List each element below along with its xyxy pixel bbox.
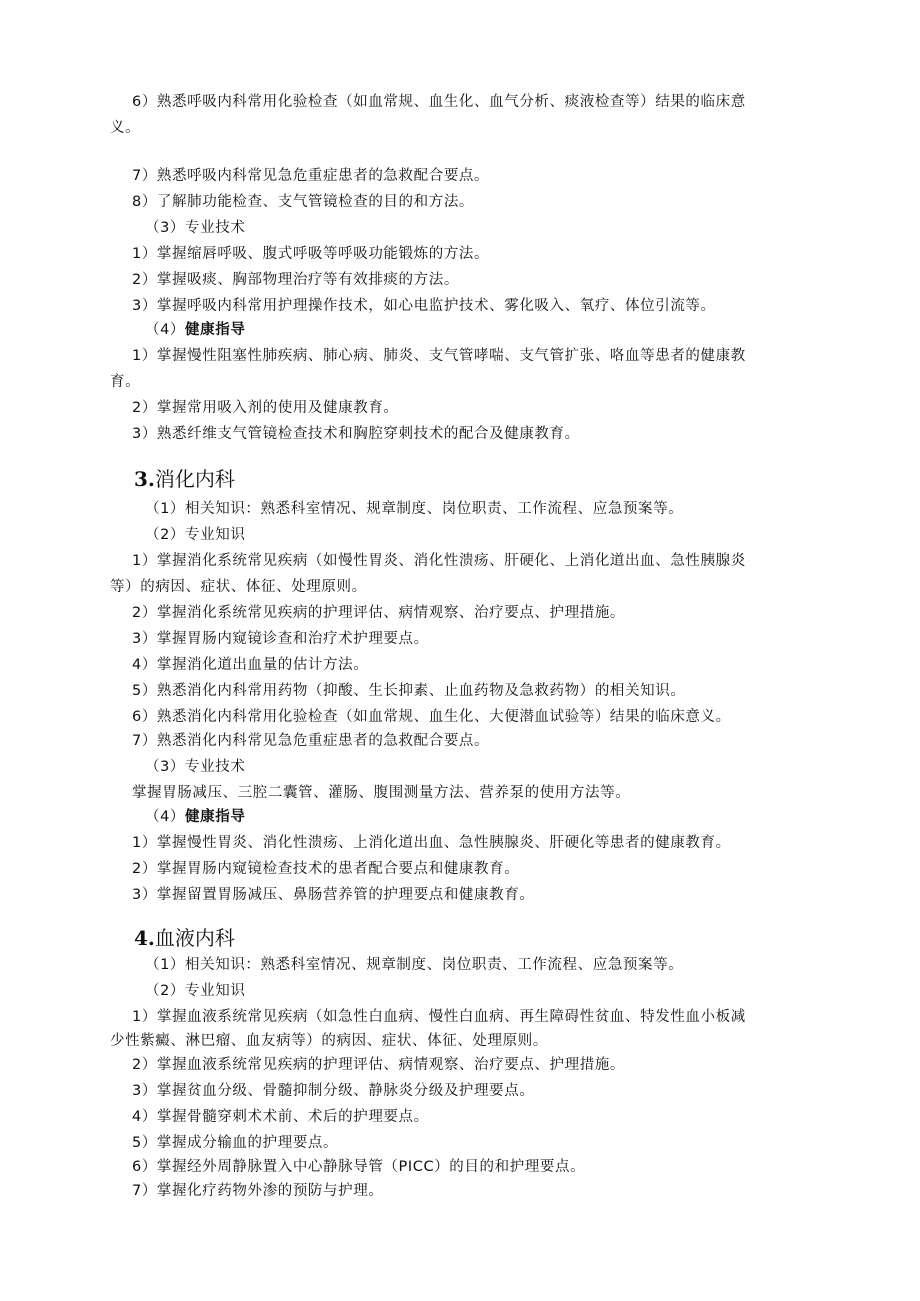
resp-health-heading bbox=[145, 320, 245, 340]
digestive-knowledge-heading: （2）专业知识 bbox=[145, 527, 246, 543]
resp-health-heading-num: （4） bbox=[145, 322, 186, 338]
resp-knowledge-item-6-cont: 义。 bbox=[110, 120, 141, 136]
digestive-skills-text: 掌握胃肠减压、三腔二囊管、灌肠、腹围测量方法、营养泵的使用方法等。 bbox=[132, 785, 631, 801]
digestive-knowledge-item-7: 7）熟悉消化内科常见急危重症患者的急救配合要点。 bbox=[132, 733, 490, 749]
resp-skills-item-3: 3）掌握呼吸内科常用护理操作技术，如心电监护技术、雾化吸入、氧疗、体位引流等。 bbox=[132, 298, 716, 314]
digestive-title-num: 3. bbox=[134, 467, 155, 491]
digestive-title-text: 消化内科 bbox=[154, 467, 235, 491]
resp-skills-item-2: 2）掌握吸痰、胸部物理治疗等有效排痰的方法。 bbox=[132, 272, 459, 288]
hematology-knowledge-item-2: 2）掌握血液系统常见疾病的护理评估、病情观察、治疗要点、护理措施。 bbox=[132, 1057, 626, 1073]
digestive-knowledge-item-5: 5）熟悉消化内科常用药物（抑酸、生长抑素、止血药物及急救药物）的相关知识。 bbox=[132, 683, 686, 699]
hematology-knowledge-item-6: 6）掌握经外周静脉置入中心静脉导管（PICC）的目的和护理要点。 bbox=[132, 1159, 586, 1175]
hematology-title-num: 4. bbox=[134, 926, 155, 950]
hematology-knowledge-item-5: 5）掌握成分输血的护理要点。 bbox=[132, 1135, 339, 1151]
resp-health-item-1: 1）掌握慢性阻塞性肺疾病、肺心病、肺炎、支气管哮喘、支气管扩张、咯血等患者的健康教 bbox=[132, 348, 746, 364]
digestive-health-heading-text: 健康指导 bbox=[185, 809, 246, 825]
resp-skills-heading: （3）专业技术 bbox=[145, 220, 246, 236]
resp-knowledge-item-7: 7）熟悉呼吸内科常见急危重症患者的急救配合要点。 bbox=[132, 168, 490, 184]
digestive-health-item-1: 1）掌握慢性胃炎、消化性溃疡、上消化道出血、急性胰腺炎、肝硬化等患者的健康教育。 bbox=[132, 835, 731, 851]
digestive-health-item-3: 3）掌握留置胃肠减压、鼻肠营养管的护理要点和健康教育。 bbox=[132, 887, 535, 903]
hematology-knowledge-item-1-cont: 少性紫癜、淋巴瘤、血友病等）的病因、症状、体征、处理原则。 bbox=[110, 1033, 548, 1049]
digestive-skills-heading: （3）专业技术 bbox=[145, 759, 246, 775]
resp-knowledge-item-6: 6）熟悉呼吸内科常用化验检查（如血常规、血生化、血气分析、痰液检查等）结果的临床意 bbox=[132, 94, 746, 110]
digestive-knowledge-item-6: 6）熟悉消化内科常用化验检查（如血常规、血生化、大便潜血试验等）结果的临床意义。 bbox=[132, 709, 731, 725]
digestive-related: （1）相关知识：熟悉科室情况、规章制度、岗位职责、工作流程、应急预案等。 bbox=[145, 501, 684, 517]
digestive-knowledge-item-4: 4）掌握消化道出血量的估计方法。 bbox=[132, 657, 369, 673]
hematology-knowledge-item-3: 3）掌握贫血分级、骨髓抑制分级、静脉炎分级及护理要点。 bbox=[132, 1083, 535, 1099]
hematology-title-text: 血液内科 bbox=[154, 926, 235, 950]
digestive-knowledge-item-1: 1）掌握消化系统常见疾病（如慢性胃炎、消化性溃疡、肝硬化、上消化道出血、急性胰腺炎 bbox=[132, 553, 746, 569]
hematology-knowledge-heading: （2）专业知识 bbox=[145, 983, 246, 999]
digestive-knowledge-item-3: 3）掌握胃肠内窥镜诊查和治疗术护理要点。 bbox=[132, 631, 429, 647]
resp-health-heading-text: 健康指导 bbox=[185, 322, 246, 338]
hematology-related: （1）相关知识：熟悉科室情况、规章制度、岗位职责、工作流程、应急预案等。 bbox=[145, 957, 684, 973]
hematology-section-title bbox=[134, 925, 235, 951]
resp-health-item-3: 3）熟悉纤维支气管镜检查技术和胸腔穿刺技术的配合及健康教育。 bbox=[132, 426, 580, 442]
hematology-knowledge-item-4: 4）掌握骨髓穿刺术术前、术后的护理要点。 bbox=[132, 1109, 429, 1125]
hematology-knowledge-item-7: 7）掌握化疗药物外渗的预防与护理。 bbox=[132, 1183, 384, 1199]
resp-knowledge-item-8: 8）了解肺功能检查、支气管镜检查的目的和方法。 bbox=[132, 194, 475, 210]
resp-skills-item-1: 1）掌握缩唇呼吸、腹式呼吸等呼吸功能锻炼的方法。 bbox=[132, 246, 490, 262]
digestive-knowledge-item-1-cont: 等）的病因、症状、体征、处理原则。 bbox=[110, 579, 367, 595]
digestive-health-item-2: 2）掌握胃肠内窥镜检查技术的患者配合要点和健康教育。 bbox=[132, 861, 520, 877]
digestive-health-heading bbox=[145, 807, 245, 827]
digestive-section-title bbox=[134, 466, 235, 492]
hematology-knowledge-item-1: 1）掌握血液系统常见疾病（如急性白血病、慢性白血病、再生障碍性贫血、特发性血小板减 bbox=[132, 1009, 746, 1025]
digestive-knowledge-item-2: 2）掌握消化系统常见疾病的护理评估、病情观察、治疗要点、护理措施。 bbox=[132, 605, 626, 621]
digestive-health-heading-num: （4） bbox=[145, 809, 186, 825]
resp-health-item-2: 2）掌握常用吸入剂的使用及健康教育。 bbox=[132, 400, 399, 416]
resp-health-item-1-cont: 育。 bbox=[110, 374, 141, 390]
